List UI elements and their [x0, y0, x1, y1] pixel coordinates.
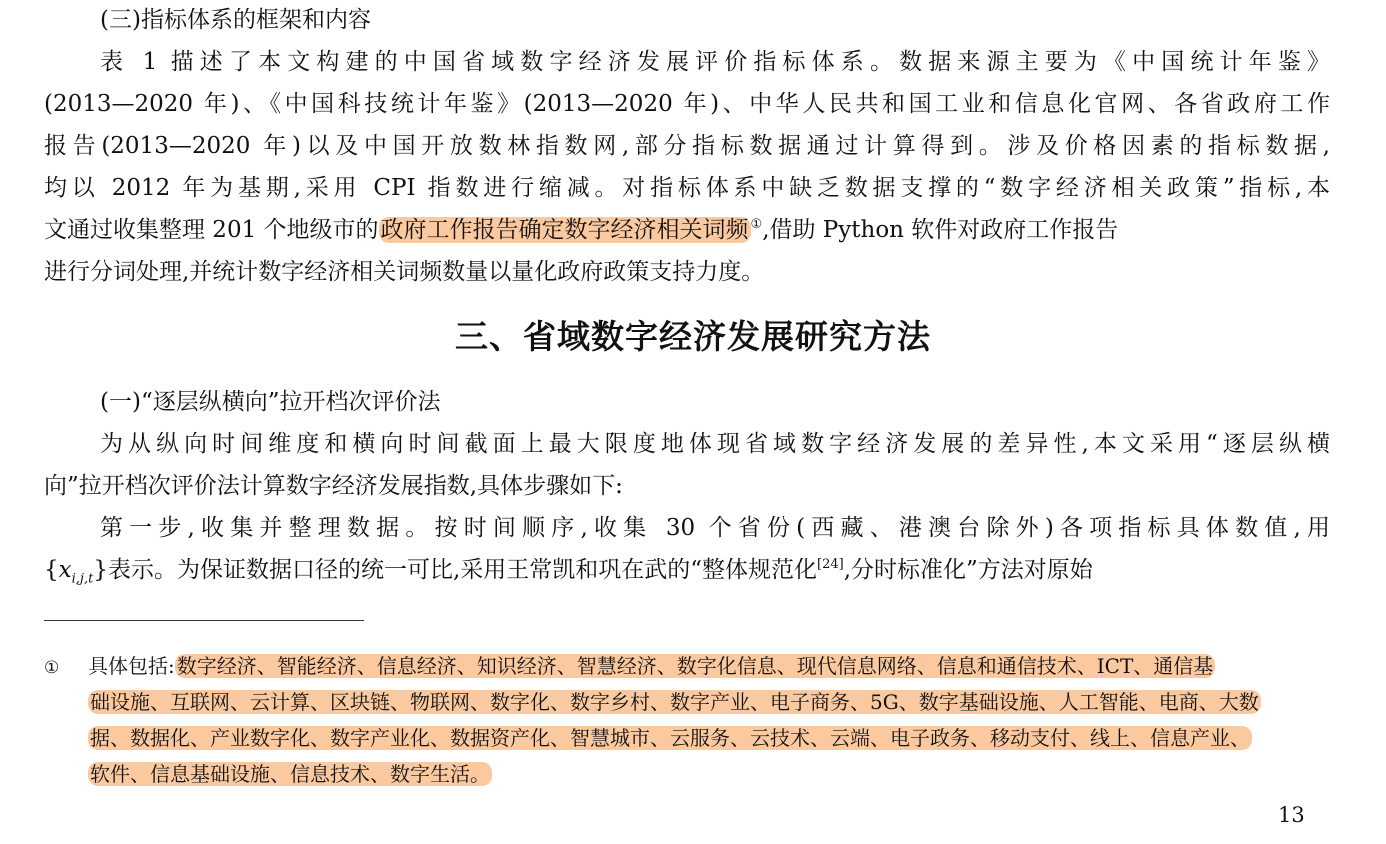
footnote-mark: ①: [44, 658, 60, 678]
paragraph-3-line-1: 第一步,收集并整理数据。按时间顺序,收集 30 个省份(西藏、港澳台除外)各项指标具体数值,用: [100, 515, 1330, 541]
paragraph-2-line-2: 向”拉开档次评价法计算数字经济发展指数,具体步骤如下:: [44, 473, 623, 499]
subsection-heading: (一)“逐层纵横向”拉开档次评价法: [100, 389, 441, 415]
paragraph-1-line-5: [44, 216, 1330, 244]
paragraph-3-line-2-text: 表示。为保证数据口径的统一可比,采用王常凯和巩在武的“整体规范化: [107, 557, 818, 583]
footnote-divider: [44, 620, 364, 621]
math-variable: [58, 557, 94, 587]
footnote-highlight-2: 础设施、互联网、云计算、区块链、物联网、数字化、数字乡村、数字产业、电子商务、5G、数字基础设施、人工智能、电商、大数: [90, 690, 1259, 714]
paragraph-1-line-4: 均以 2012 年为基期,采用 CPI 指数进行缩减。对指标体系中缺乏数据支撑的“数字经济相关政策”指标,本: [44, 175, 1330, 201]
footnote-highlight-3: 据、数据化、产业数字化、数字产业化、数据资产化、智慧城市、云服务、云技术、云端、电子政务、移动支付、线上、信息产业、: [90, 726, 1250, 750]
footnote-reference: ①: [750, 217, 763, 232]
brace-open: {: [44, 557, 59, 583]
citation: [24]: [817, 557, 844, 572]
footnote-highlight-4: 软件、信息基础设施、信息技术、数字生活。: [90, 762, 490, 786]
paragraph-2-line-1: 为从纵向时间维度和横向时间截面上最大限度地体现省域数字经济发展的差异性,本文采用“逐层纵横: [100, 431, 1330, 457]
paragraph-1-line-1: 表 1 描述了本文构建的中国省域数字经济发展评价指标体系。数据来源主要为《中国统计年鉴》: [100, 49, 1330, 75]
footnote-line-3: [88, 726, 1330, 750]
page-number: 13: [1278, 803, 1305, 827]
paragraph-1-line-6: 进行分词处理,并统计数字经济相关词频数量以量化政府政策支持力度。: [44, 259, 765, 285]
footnote-label: 具体包括:: [88, 654, 175, 678]
brace-close: }: [93, 557, 108, 583]
paragraph-1-line-5-tail: ,借助 Python 软件对政府工作报告: [762, 217, 1119, 243]
section-heading: (三)指标体系的框架和内容: [100, 7, 371, 33]
highlighted-text: 政府工作报告确定数字经济相关词频: [380, 217, 749, 243]
footnote-line-1: [88, 654, 1330, 678]
paragraph-1-line-3: 报告(2013—2020 年)以及中国开放数林指数网,部分指标数据通过计算得到。涉及价格因素的指标数据,: [44, 133, 1330, 159]
math-var-symbol: x: [58, 557, 72, 583]
page-title: 三、省域数字经济发展研究方法: [455, 317, 931, 356]
paragraph-3-line-2: [44, 556, 1330, 594]
paragraph-3-line-2-tail: ,分时标准化”方法对原始: [843, 557, 1093, 583]
footnote-line-4: [88, 762, 1330, 786]
paragraph-1-line-2: (2013—2020 年)、《中国科技统计年鉴》(2013—2020 年)、中华人民共和国工业和信息化官网、各省政府工作: [44, 91, 1330, 117]
paragraph-1-line-5-text: 文通过收集整理 201 个地级市的: [44, 217, 379, 243]
footnote-line-2: [88, 690, 1330, 714]
math-subscript: i,j,t: [71, 571, 94, 587]
footnote-highlight-1: 数字经济、智能经济、信息经济、知识经济、智慧经济、数字化信息、现代信息网络、信息和通信技术、ICT、通信基: [176, 654, 1214, 678]
